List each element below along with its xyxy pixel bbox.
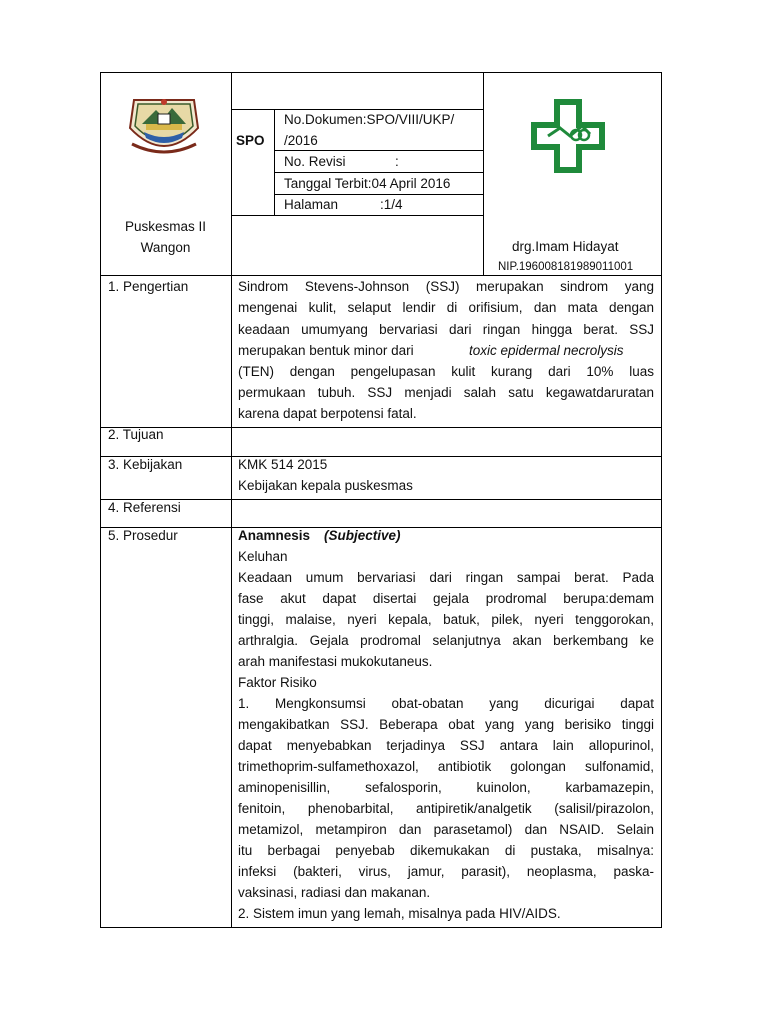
keluhan-line: tinggi, malaise, nyeri kepala, batuk, pilek, nyeri tenggorokan, [238, 612, 654, 627]
issue-date: Tanggal Terbit:04 April 2016 [284, 176, 451, 191]
doc-number-line1: No.Dokumen:SPO/VIII/UKP/ [284, 112, 455, 127]
keluhan-line: fase akut dapat disertai gejala prodromal berupa:demam [238, 591, 654, 606]
pengertian-line-prefix: merupakan bentuk minor dari [238, 343, 414, 358]
faktor-risiko-label: Faktor Risiko [238, 675, 317, 690]
revision-label: No. Revisi [284, 154, 346, 169]
spo-document [100, 72, 662, 928]
referensi-label: 4. Referensi [108, 500, 181, 515]
faktor-line: trimethoprim-sulfamethoxazol, antibiotik golongan sulfonamid, [238, 759, 654, 774]
faktor-line: dapat menyebabkan terjadinya SSJ antara lain allopurinol, [238, 738, 654, 753]
faktor-line: 1. Mengkonsumsi obat-obatan yang dicurigai dapat [238, 696, 654, 711]
faktor-line: metamizol, metampiron dan parasetamol) dan NSAID. Selain [238, 822, 654, 837]
puskesmas-cross-icon [530, 98, 606, 174]
pengertian-line-italic: toxic epidermal necrolysis [469, 343, 624, 358]
page-label: Halaman [284, 197, 339, 212]
pengertian-line: mengenai kulit, selaput lendir di orifisium, dan mata dengan [238, 300, 654, 315]
anamnesis-heading-italic: (Subjective) [324, 528, 401, 543]
keluhan-line: arthralgia. Gejala prodromal selanjutnya akan berkembang ke [238, 633, 654, 648]
table-border-right [661, 72, 662, 928]
pengertian-line: keadaan umumyang bervariasi dari ringan hingga berat. SSJ [238, 322, 654, 337]
institution-line2: Wangon [140, 240, 191, 255]
kebijakan-label: 3. Kebijakan [108, 457, 183, 472]
row-sep-2 [100, 427, 662, 428]
pengertian-line: Sindrom Stevens-Johnson (SSJ) merupakan sindrom yang [238, 279, 654, 294]
row-sep-4 [100, 499, 662, 500]
doc-number-line2: /2016 [284, 133, 318, 148]
table-border-top [100, 72, 662, 73]
kebijakan-line1: KMK 514 2015 [238, 457, 328, 472]
faktor-line: mengakibatkan SSJ. Beberapa obat yang yang berisiko tinggi [238, 717, 654, 732]
faktor-line: itu berbagai penyebab dikemukakan di pustaka, misalnya: [238, 843, 654, 858]
revision-separator: : [395, 154, 399, 169]
tujuan-label: 2. Tujuan [108, 427, 164, 442]
table-border-bottom [100, 927, 662, 928]
regency-emblem-icon [124, 94, 204, 162]
institution-line1: Puskesmas II [124, 219, 207, 234]
header-right-divider [483, 72, 484, 275]
faktor-line: infeksi (bakteri, virus, jamur, parasit), neoplasma, paska- [238, 864, 654, 879]
pengertian-label: 1. Pengertian [108, 279, 189, 294]
spo-divider [274, 109, 275, 216]
page-value: :1/4 [380, 197, 403, 212]
faktor-line: fenitoin, phenobarbital, antipiretik/analgetik (salisil/pirazolon, [238, 801, 654, 816]
prosedur-label: 5. Prosedur [108, 528, 178, 543]
pengertian-line: permukaan tubuh. SSJ menjadi salah satu kegawatdaruratan [238, 385, 654, 400]
header-line-5 [231, 215, 484, 216]
pengertian-line: (TEN) dengan pengelupasan kulit kurang dari 10% luas [238, 364, 654, 379]
table-border-left [100, 72, 101, 928]
faktor-line: aminopenisillin, sefalosporin, kuinolon, karbamazepin, [238, 780, 654, 795]
signatory-name: drg.Imam Hidayat [512, 239, 619, 254]
kebijakan-line2: Kebijakan kepala puskesmas [238, 478, 413, 493]
keluhan-label: Keluhan [238, 549, 288, 564]
signatory-nip: NIP.196008181989011001 [498, 261, 634, 273]
faktor-last-line: vaksinasi, radiasi dan makanan. [238, 885, 431, 900]
anamnesis-heading: Anamnesis [238, 528, 311, 543]
column-divider [231, 72, 232, 928]
pengertian-last-line: karena dapat berpotensi fatal. [238, 406, 417, 421]
keluhan-line: Keadaan umum bervariasi dari ringan sampai berat. Pada [238, 570, 654, 585]
row-sep-3 [100, 456, 662, 457]
spo-label: SPO [236, 133, 265, 148]
keluhan-last-line: arah manifestasi mukokutaneus. [238, 654, 433, 669]
faktor-2-line: 2. Sistem imun yang lemah, misalnya pada HIV/AIDS. [238, 906, 561, 921]
